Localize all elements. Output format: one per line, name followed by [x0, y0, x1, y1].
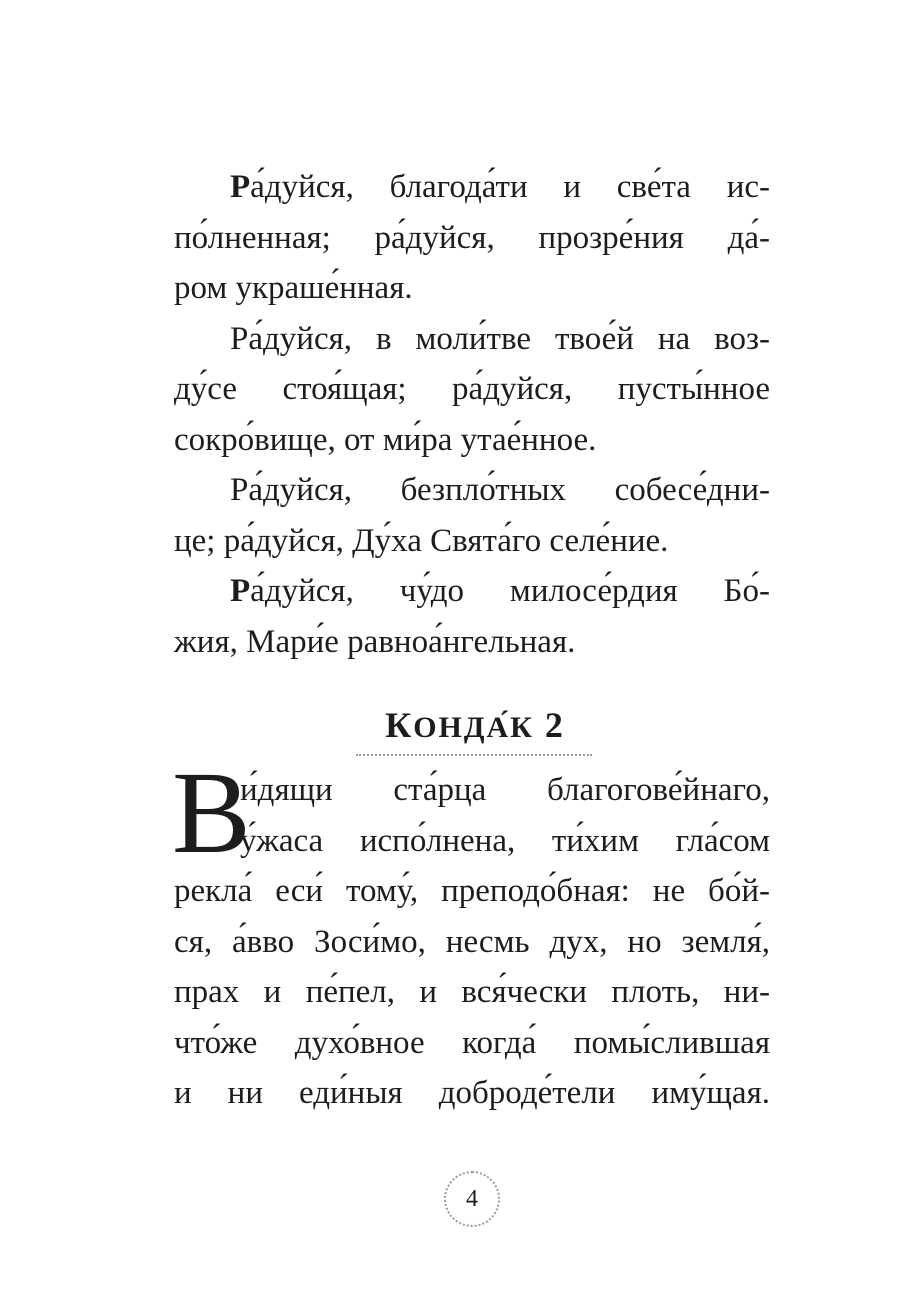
section-heading: КОНДА́К 2 — [385, 705, 565, 745]
kontak-text — [172, 747, 770, 1119]
text-line: рекла́ еси́ тому́, преподо́бная: не бо́й- — [174, 873, 770, 909]
dotted-underline — [356, 754, 592, 756]
bold-initial: Р — [230, 573, 251, 609]
text-line: сокро́вище, от ми́ра утае́нное. — [174, 421, 597, 458]
text-line: и́дящи ста́рца благогове́йнаго, — [240, 772, 770, 808]
text-line: Ра́дуйся, безпло́тных собесе́дни- — [230, 472, 770, 508]
text-line: це; ра́дуйся, Ду́ха Свята́го селе́ние. — [174, 522, 669, 559]
ikos-chairetismoi — [174, 162, 770, 667]
text-line: жия, Мари́е равноа́нгельная. — [174, 623, 576, 660]
text-line: по́лненная; ра́дуйся, прозре́ния да́- — [174, 219, 770, 256]
bold-initial: Р — [230, 169, 251, 205]
text-line: ду́се стоя́щая; ра́дуйся, пусты́нное — [174, 371, 770, 407]
text-line: прах и пе́пел, и вся́чески плоть, ни- — [174, 974, 770, 1010]
text-line: Ра́дуйся, в моли́тве твое́й на воз- — [230, 320, 770, 357]
text-line: у́жаса испо́лнена, ти́хим гла́сом — [240, 822, 770, 859]
drop-cap: В — [172, 747, 251, 878]
text-line: ся, а́вво Зоси́мо, несмь дух, но земля́, — [174, 923, 770, 960]
text-line: Ра́дуйся, чу́до милосе́рдия Бо́- — [230, 573, 770, 609]
page-number-badge: 4 — [444, 1171, 500, 1227]
text-line: Ра́дуйся, благода́ти и све́та ис- — [230, 169, 770, 205]
text-line: ром украше́нная. — [174, 270, 413, 306]
text-line: что́же духо́вное когда́ помы́слившая — [174, 1024, 770, 1061]
text-line: и ни еди́ныя доброде́тели иму́щая. — [174, 1075, 770, 1111]
